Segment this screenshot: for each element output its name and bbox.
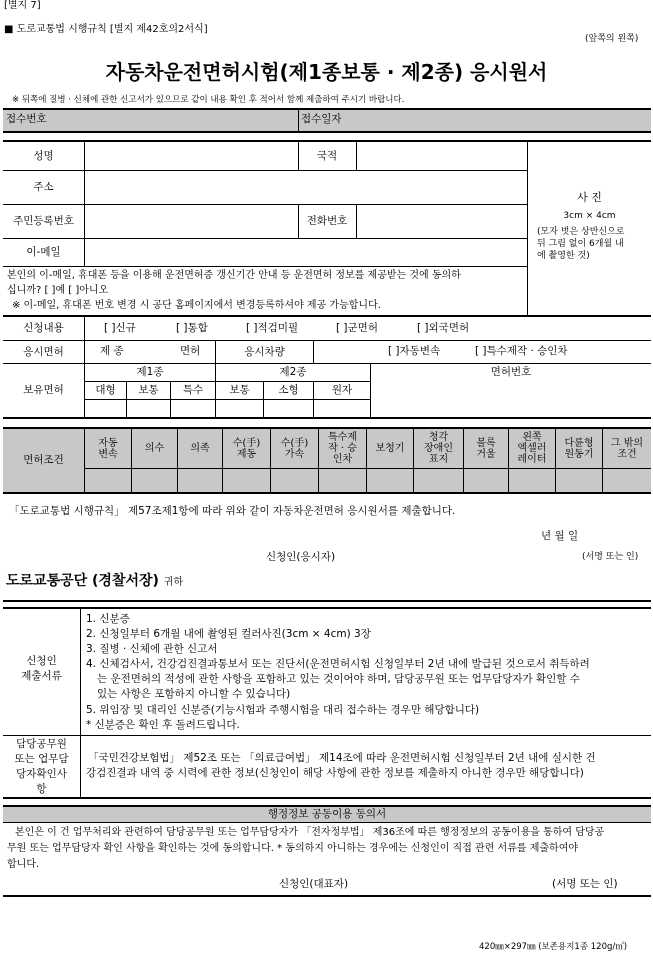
condition-checkbox-4[interactable] [223, 469, 270, 492]
condition-header-3: 의족 [190, 443, 210, 454]
condition-header-1: 자동 변속 [98, 437, 118, 460]
condition-checkbox-10[interactable] [509, 469, 555, 492]
option-military[interactable]: [ ]군면허 [336, 322, 378, 334]
held-class2-moped: 원자 [331, 384, 353, 397]
condition-header-2: 의수 [144, 443, 165, 454]
address-label: 주소 [33, 181, 54, 194]
option-new[interactable]: [ ]신규 [104, 322, 136, 334]
documents-label-1: 신청인 [26, 655, 57, 667]
condition-checkbox-8[interactable] [414, 469, 463, 492]
option-aptitude[interactable]: [ ]적검미필 [246, 322, 299, 334]
phone-field[interactable] [358, 206, 525, 237]
form-title: 자동차운전면허시험(제1종보통 · 제2종) 응시원서 [105, 60, 548, 84]
email-label: 이-메일 [26, 246, 61, 259]
declaration-applicant: 신청인(응시자) [266, 551, 336, 563]
official-label-2: 또는 업무담 [14, 753, 69, 765]
address-field[interactable] [86, 172, 525, 203]
exam-license-text: 면허 [180, 345, 201, 357]
held-class1-large: 대형 [95, 384, 116, 397]
condition-header-9: 볼록 거울 [476, 437, 496, 460]
conditions-label: 면허조건 [23, 454, 64, 467]
exam-class[interactable]: 제 종 [100, 345, 124, 357]
receipt-number-label: 접수번호 [6, 113, 47, 125]
condition-header-11: 다륜형 원동기 [564, 437, 594, 460]
document-item-5: 5. 위임장 및 대리인 신분증(기능시험과 주행시험을 대리 접수하는 경우만 해당합니다) [86, 704, 480, 716]
rule-reference: ■ 도로교통법 시행규칙 [별지 제42호의2서식] [4, 24, 208, 35]
condition-header-6: 특수제 작 · 승 인차 [328, 432, 357, 465]
rrn-field[interactable] [86, 206, 296, 237]
sharing-signer: 신청인(대표자) [279, 878, 349, 890]
held-class1-header: 제1종 [136, 366, 164, 379]
document-item-4-cont: 는 운전면허의 적성에 관한 사항을 포함하고 있는 것이어야 하며, 담당공무원 또는 업무담당자가 확인할 수 [97, 673, 580, 685]
document-note: * 신분증은 확인 후 돌려드립니다. [86, 719, 240, 731]
condition-header-12: 그 밖의 조건 [610, 437, 644, 460]
option-foreign[interactable]: [ ]외국면허 [417, 322, 470, 334]
consent-line-2[interactable]: 십니까? [ ]예 [ ]아니오 [7, 285, 109, 296]
condition-checkbox-6[interactable] [319, 469, 366, 492]
photo-size: 3cm × 4cm [563, 211, 616, 221]
held-class1-ordinary: 보통 [138, 384, 159, 397]
phone-label: 전화번호 [306, 215, 348, 228]
photo-box[interactable] [528, 142, 651, 315]
condition-checkbox-2[interactable] [132, 469, 177, 492]
condition-checkbox-9[interactable] [464, 469, 508, 492]
sharing-sign[interactable]: (서명 또는 인) [552, 878, 618, 890]
condition-checkbox-5[interactable] [271, 469, 318, 492]
condition-header-4: 수(手) 제동 [232, 437, 261, 460]
annex-label: [별지 7] [4, 0, 41, 11]
license-number-header: 면허번호 [490, 366, 532, 379]
held-license-label: 보유면허 [23, 384, 64, 397]
exam-license-label: 응시면허 [23, 345, 64, 358]
photo-note-3: 에 촬영한 것) [537, 251, 590, 261]
document-item-1: 1. 신분증 [86, 613, 130, 625]
option-special-vehicle[interactable]: [ ]특수제작 · 승인차 [475, 345, 568, 357]
option-auto-transmission[interactable]: [ ]자동변속 [388, 345, 441, 357]
nationality-field[interactable] [358, 143, 525, 169]
recipient-suffix: 귀하 [163, 577, 184, 588]
sharing-line-1: 본인은 이 건 업무처리와 관련하여 담당공무원 또는 업무담당자가 「전자정부법」 제36조에 따른 행정정보의 공동이용을 통하여 담당공 [15, 827, 605, 838]
receipt-date-label: 접수일자 [301, 113, 342, 125]
document-item-4-cont2: 있는 사항은 포함하지 아니할 수 있습니다) [97, 688, 291, 700]
photo-note-2: 뒤 그림 없이 6개월 내 [537, 239, 624, 249]
photo-note-1: (모자 벗은 상반신으로 [537, 227, 625, 237]
name-label: 성명 [33, 149, 54, 162]
document-item-2: 2. 신청일부터 6개월 내에 촬영된 컬러사진(3cm × 4cm) 3장 [86, 628, 371, 640]
held-class1-special: 특수 [182, 384, 204, 397]
rrn-label: 주민등록번호 [13, 215, 74, 228]
paper-spec: 420㎜×297㎜ (보존용지1종 120g/㎡) [479, 942, 628, 952]
official-label-1: 담당공무원 [16, 738, 67, 750]
option-merge[interactable]: [ ]통합 [176, 322, 208, 334]
name-field[interactable] [86, 143, 296, 169]
sharing-title: 행정정보 공동이용 동의서 [267, 808, 387, 821]
document-item-3: 3. 질병 · 신체에 관한 신고서 [86, 643, 218, 655]
sharing-line-3: 합니다. [7, 859, 40, 870]
condition-checkbox-12[interactable] [603, 469, 651, 492]
held-class2-header: 제2종 [279, 366, 307, 379]
condition-header-5: 수(手) 가속 [280, 437, 309, 460]
declaration-sign[interactable]: (서명 또는 인) [582, 552, 639, 562]
declaration-date[interactable]: 년 월 일 [541, 530, 579, 542]
photo-label: 사 진 [577, 191, 602, 204]
condition-checkbox-11[interactable] [556, 469, 602, 492]
official-text-1: 「국민건강보험법」 제52조 또는 「의료급여법」 제14조에 따라 운전면허시험 신청일부터 2년 내에 실시한 건 [88, 752, 596, 764]
declaration-text: 「도로교통법 시행규칙」 제57조제1항에 따라 위와 같이 자동차운전면허 응시원서를 제출합니다. [9, 505, 456, 517]
nationality-label: 국적 [316, 149, 338, 162]
condition-checkbox-7[interactable] [367, 469, 413, 492]
sharing-line-2: 무원 또는 업무담당자 확인 사항을 확인하는 것에 동의합니다. * 동의하지 아니하는 경우에는 신청인이 직접 관련 서류를 제출하여야 [7, 843, 579, 854]
condition-checkbox-3[interactable] [178, 469, 222, 492]
form-notice: ※ 뒤쪽에 질병 · 신체에 관한 신고서가 있으므로 같이 내용 확인 후 적어서 함께 제출하여 주시기 바랍니다. [12, 95, 405, 105]
condition-header-10: 왼쪽 엑셀러 레이터 [517, 432, 547, 465]
exam-vehicle-label: 응시차량 [244, 345, 285, 358]
official-label-3: 당자확인사 [16, 768, 67, 780]
page-side-note: (앞쪽의 왼쪽) [585, 34, 639, 44]
document-item-4: 4. 신체검사서, 건강검진결과통보서 또는 진단서(운전면허시험 신청일부터 2년 내에 발급된 것으로서 취득하려 [86, 658, 590, 670]
condition-header-8: 청각 장애인 표지 [424, 432, 453, 465]
condition-checkbox-1[interactable] [85, 469, 131, 492]
condition-header-7: 보청기 [375, 443, 405, 454]
license-number-field[interactable] [372, 383, 650, 416]
application-type-label: 신청내용 [23, 322, 64, 335]
documents-label-2: 제출서류 [21, 670, 62, 682]
consent-line-3: ※ 이-메일, 휴대폰 번호 변경 시 공단 홈페이지에서 변경등록하셔야 제공 가능합니다. [12, 300, 381, 311]
held-class2-small: 소형 [278, 384, 299, 397]
email-field[interactable] [86, 240, 525, 265]
held-class2-ordinary: 보통 [229, 384, 250, 397]
recipient-name: 도로교통공단 (경찰서장) [6, 573, 159, 589]
official-label-4: 항 [36, 783, 47, 795]
official-text-2: 강검진결과 내역 중 시력에 관한 정보(신청인이 해당 사항에 관한 정보를 제출하지 아니한 경우만 해당합니다) [86, 767, 584, 779]
consent-line-1: 본인의 이-메일, 휴대폰 등을 이용해 운전면허증 갱신기간 안내 등 운전면허 정보를 제공받는 것에 동의하 [7, 270, 461, 281]
